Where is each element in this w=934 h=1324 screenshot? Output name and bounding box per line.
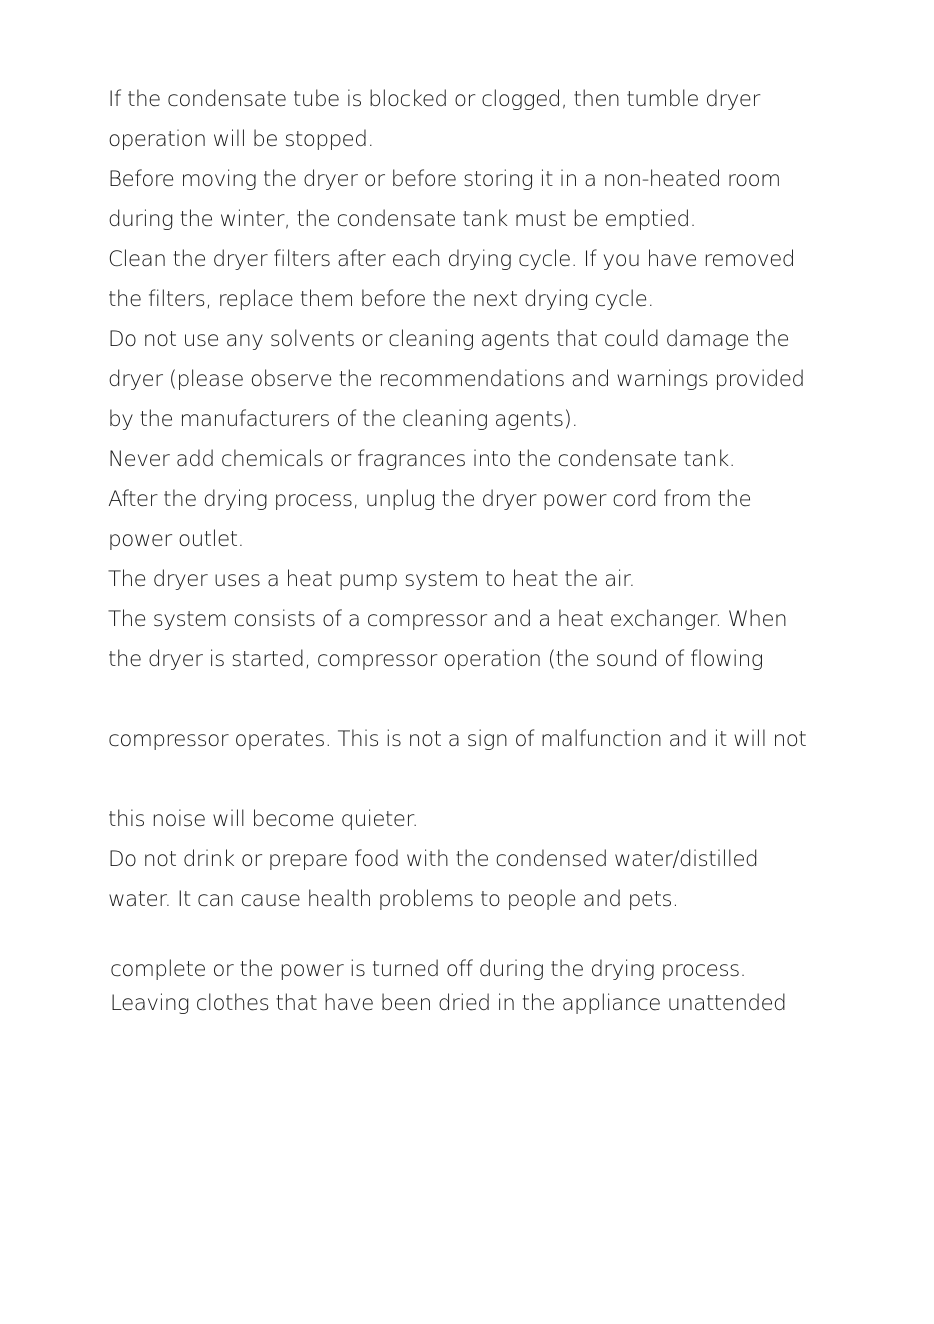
text-line: this noise will become quieter. bbox=[108, 807, 419, 832]
text-line: If the condensate tube is blocked or clogged, then tumble dryer bbox=[108, 87, 760, 112]
text-line: the dryer is started, compressor operation (the sound of flowing bbox=[108, 647, 764, 672]
text-line: compressor operates. This is not a sign of malfunction and it will not bbox=[108, 727, 807, 752]
text-line: Clean the dryer filters after each drying cycle. If you have removed bbox=[108, 247, 795, 272]
text-line: water. It can cause health problems to people and pets. bbox=[108, 887, 679, 912]
text-line: The dryer uses a heat pump system to heat the air. bbox=[108, 567, 635, 592]
text-line: the filters, replace them before the next drying cycle. bbox=[108, 287, 654, 312]
text-line: The system consists of a compressor and a heat exchanger. When bbox=[108, 607, 788, 632]
text-line: Before moving the dryer or before storing it in a non-heated room bbox=[108, 167, 781, 192]
text-line: After the drying process, unplug the dryer power cord from the bbox=[108, 487, 752, 512]
text-line: Do not use any solvents or cleaning agents that could damage the bbox=[108, 327, 790, 352]
text-line: during the winter, the condensate tank must be emptied. bbox=[108, 207, 696, 232]
text-line: by the manufacturers of the cleaning agents). bbox=[108, 407, 578, 432]
text-line: dryer (please observe the recommendations and warnings provided bbox=[108, 367, 805, 392]
text-line: complete or the power is turned off during the drying process. bbox=[110, 957, 746, 982]
text-line: Never add chemicals or fragrances into the condensate tank. bbox=[108, 447, 736, 472]
text-line: operation will be stopped. bbox=[108, 127, 374, 152]
text-line: Do not drink or prepare food with the condensed water/distilled bbox=[108, 847, 759, 872]
text-line: Leaving clothes that have been dried in the appliance unattended bbox=[110, 991, 787, 1016]
text-line: power outlet. bbox=[108, 527, 244, 552]
